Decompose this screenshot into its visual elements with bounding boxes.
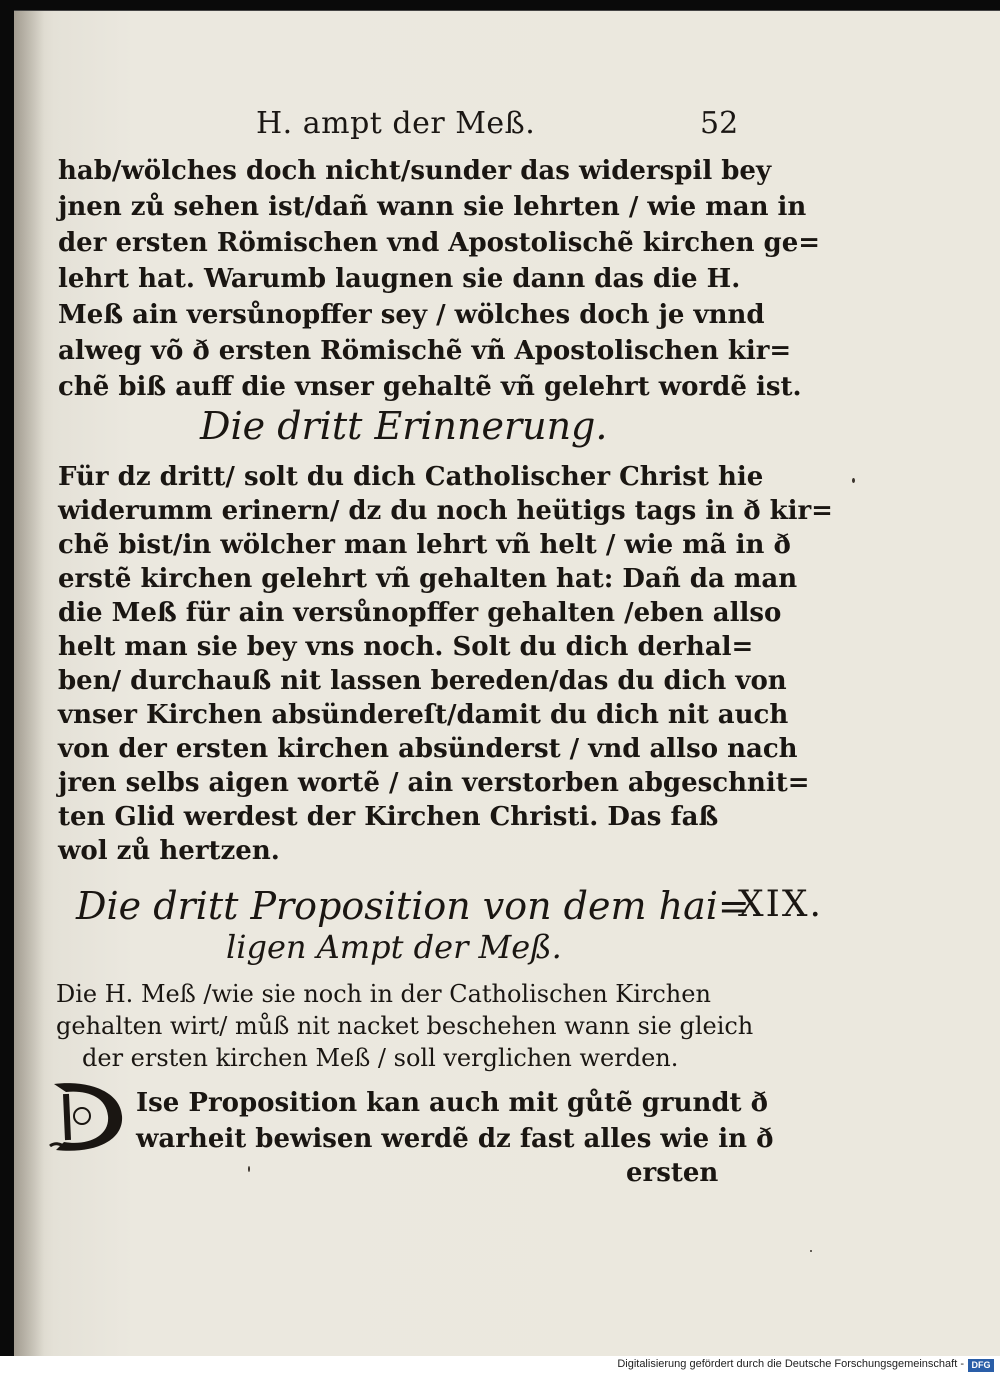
text-line: Ise Proposition kan auch mit gůtẽ grundt ð <box>136 1088 768 1118</box>
text-line: jnen zů sehen ist/dañ wann sie lehrten / wie man in <box>58 192 807 222</box>
text-line: chẽ bist/in wölcher man lehrt vñ helt / wie mã in ð <box>58 530 791 560</box>
proposition-heading-line-1: Die dritt Proposition von dem hai= <box>76 884 750 928</box>
text-line: jren selbs aigen wortẽ / ain verstorben abgeschnit= <box>58 768 810 798</box>
funding-credit: Digitalisierung gefördert durch die Deutsche Forschungsgemeinschaft - <box>617 1358 964 1370</box>
text-line: ten Glid werdest der Kirchen Christi. Das faß <box>58 802 719 832</box>
text-line: helt man sie bey vns noch. Solt du dich derhal= <box>58 632 754 662</box>
text-line: der ersten Römischen vnd Apostolischẽ kirchen ge= <box>58 228 821 258</box>
paper-speck <box>810 1250 812 1252</box>
text-line: widerumm erinern/ dz du noch heütigs tags in ð kir= <box>58 496 833 526</box>
decorated-initial-d-icon <box>46 1076 130 1156</box>
proposition-line: Die H. Meß /wie sie noch in der Catholischen Kirchen <box>56 980 711 1008</box>
footer-bar <box>0 1356 1000 1376</box>
proposition-line: der ersten kirchen Meß / soll verglichen werden. <box>82 1044 679 1072</box>
page-number: 52 <box>700 106 739 141</box>
text-line: die Meß für ain versůnopffer gehalten /eben allso <box>58 598 782 628</box>
text-line: chẽ biß auff die vnser gehaltẽ vñ gelehrt wordẽ ist. <box>58 372 802 402</box>
running-title: H. ampt der Meß. <box>256 106 536 141</box>
proposition-heading-line-2: ligen Ampt der Meß. <box>226 928 562 966</box>
text-line: warheit bewisen werdẽ dz fast alles wie in ð <box>136 1124 774 1154</box>
text-line: von der ersten kirchen absünderst / vnd allso nach <box>58 734 798 764</box>
catchword: ersten <box>626 1158 719 1188</box>
paper-speck <box>248 1166 250 1172</box>
decorated-initial <box>46 1076 130 1156</box>
text-line: ben/ durchauß nit lassen bereden/das du dich von <box>58 666 787 696</box>
text-line: Für dz dritt/ solt du dich Catholischer Christ hie <box>58 462 764 492</box>
text-line: erstẽ kirchen gelehrt vñ gehalten hat: Dañ da man <box>58 564 798 594</box>
proposition-line: gehalten wirt/ můß nit nacket beschehen wann sie gleich <box>56 1012 754 1040</box>
text-line: lehrt hat. Warumb laugnen sie dann das die H. <box>58 264 741 294</box>
running-head <box>256 106 739 146</box>
text-line: vnser Kirchen absündereſt/damit du dich nit auch <box>58 700 789 730</box>
marginal-note: XIX. <box>738 884 823 925</box>
gutter-shadow <box>14 11 44 1357</box>
dfg-logo: DFG <box>968 1359 994 1372</box>
text-line: Meß ain versůnopffer sey / wölches doch je vnnd <box>58 300 765 330</box>
text-line: hab/wölches doch nicht/sunder das widerspil bey <box>58 156 772 186</box>
paper-speck <box>852 478 855 483</box>
text-line: alweg võ ð ersten Römischẽ vñ Apostolischen kir= <box>58 336 792 366</box>
section-heading: Die dritt Erinnerung. <box>200 404 608 448</box>
text-line: wol zů hertzen. <box>58 836 280 866</box>
